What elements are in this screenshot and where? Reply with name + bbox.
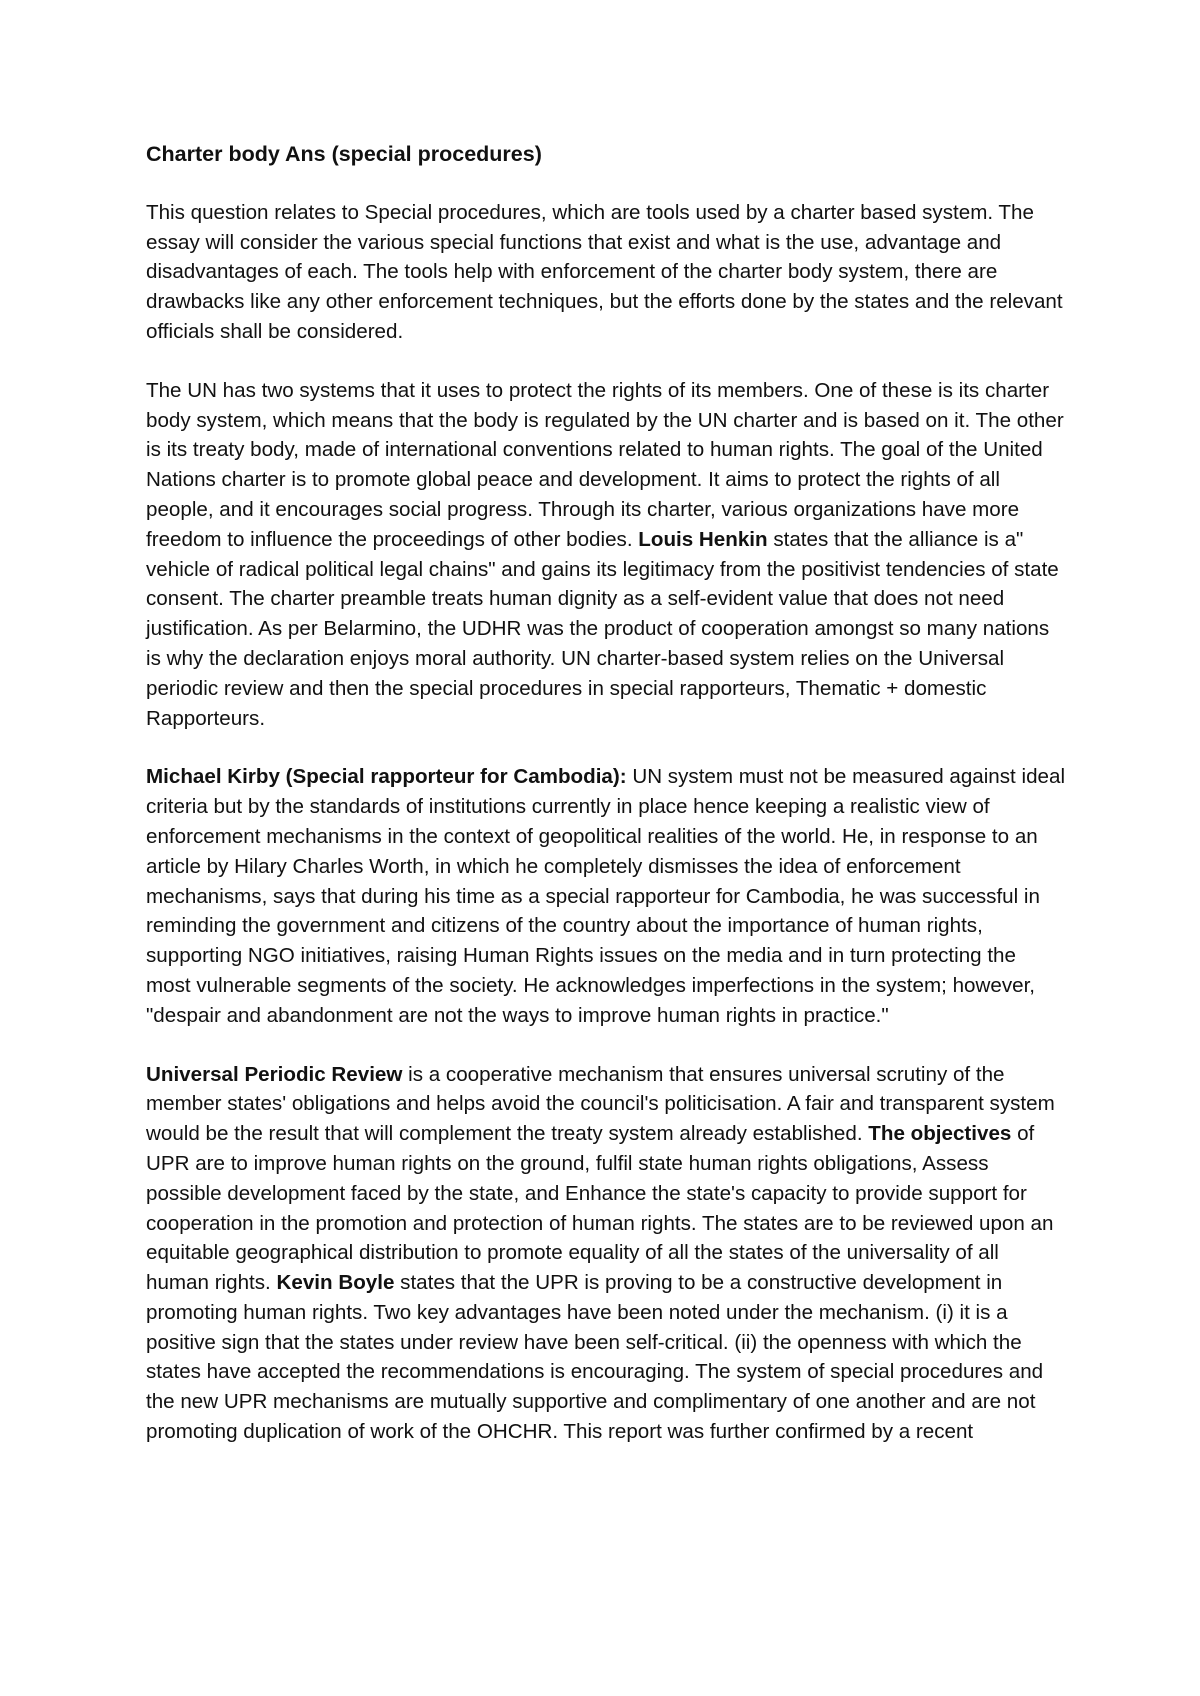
paragraph-intro-text: This question relates to Special procedures, which are tools used by a charter based system. The essay will consider the various special functions that exist and what is the use, advantage and disadvantages of each. The tools help with enforcement of the charter body system, there are drawbacks like any other enforcement techniques, but the efforts done by the states and the relevant officials shall be considered. [146,200,1063,343]
paragraph-un-systems-text-b: states that the alliance is a" vehicle of radical political legal chains" and gains its legitimacy from the positivist tendencies of state consent. The charter preamble treats human dignity as a self-evident value that does not need justification. As per Belarmino, the UDHR was the product of cooperation amongst so many nations is why the declaration enjoys moral authority. UN charter-based system relies on the Universal periodic review and then the special procedures in special rapporteurs, Thematic + domestic Rapporteurs. [146,527,1059,730]
heading-michael-kirby: Michael Kirby (Special rapporteur for Cambodia): [146,765,627,789]
paragraph-upr-text-b: of UPR are to improve human rights on the ground, fulfil state human rights obligations, Assess possible development faced by the state, and Enhance the state's capacity to provide support for cooperation in the promotion and protection of human rights. The states are to be reviewed upon an equitable geographical distribution to promote equality of all the states of the universality of all human rights. [146,1122,1054,1295]
paragraph-upr [146,1060,1066,1447]
name-kevin-boyle: Kevin Boyle [276,1271,395,1295]
document-title: Charter body Ans (special procedures) [146,142,542,166]
paragraph-upr-text-c: states that the UPR is proving to be a constructive development in promoting human rights. Two key advantages have been noted under the mechanism. (i) it is a positive sign that the states under review have been self-critical. (ii) the openness with which the states have accepted the recommendations is encouraging. The system of special procedures and the new UPR mechanisms are mutually supportive and complimentary of one another and are not promoting duplication of work of the OHCHR. This report was further confirmed by a recent [146,1271,1044,1444]
paragraph-intro [146,198,1066,347]
paragraph-un-systems-text-a: The UN has two systems that it uses to protect the rights of its members. One of these is its charter body system, which means that the body is regulated by the UN charter and is based on it. The other is its treaty body, made of international conventions related to human rights. The goal of the United Nations charter is to promote global peace and development. It aims to protect the rights of all people, and it encourages social progress. Through its charter, various organizations have more freedom to influence the proceedings of other bodies. [146,378,1064,551]
name-louis-henkin: Louis Henkin [638,527,768,551]
heading-universal-periodic-review: Universal Periodic Review [146,1062,403,1086]
paragraph-kirby-text: UN system must not be measured against ideal criteria but by the standards of institutions currently in place hence keeping a realistic view of enforcement mechanisms in the context of geopolitical realities of the world. He, in response to an article by Hilary Charles Worth, in which he completely dismisses the idea of enforcement mechanisms, says that during his time as a special rapporteur for Cambodia, he was successful in reminding the government and citizens of the country about the importance of human rights, supporting NGO initiatives, raising Human Rights issues on the media and in turn protecting the most vulnerable segments of the society. He acknowledges imperfections in the system; however, "despair and abandonment are not the ways to improve human rights in practice." [146,765,1066,1027]
document-page [146,140,1066,1476]
paragraph-un-systems [146,376,1066,734]
heading-the-objectives: The objectives [868,1122,1012,1146]
paragraph-upr-text-a: is a cooperative mechanism that ensures universal scrutiny of the member states' obligations and helps avoid the council's politicisation. A fair and transparent system would be the result that will complement the treaty system already established. [146,1062,1055,1146]
paragraph-kirby [146,762,1066,1030]
